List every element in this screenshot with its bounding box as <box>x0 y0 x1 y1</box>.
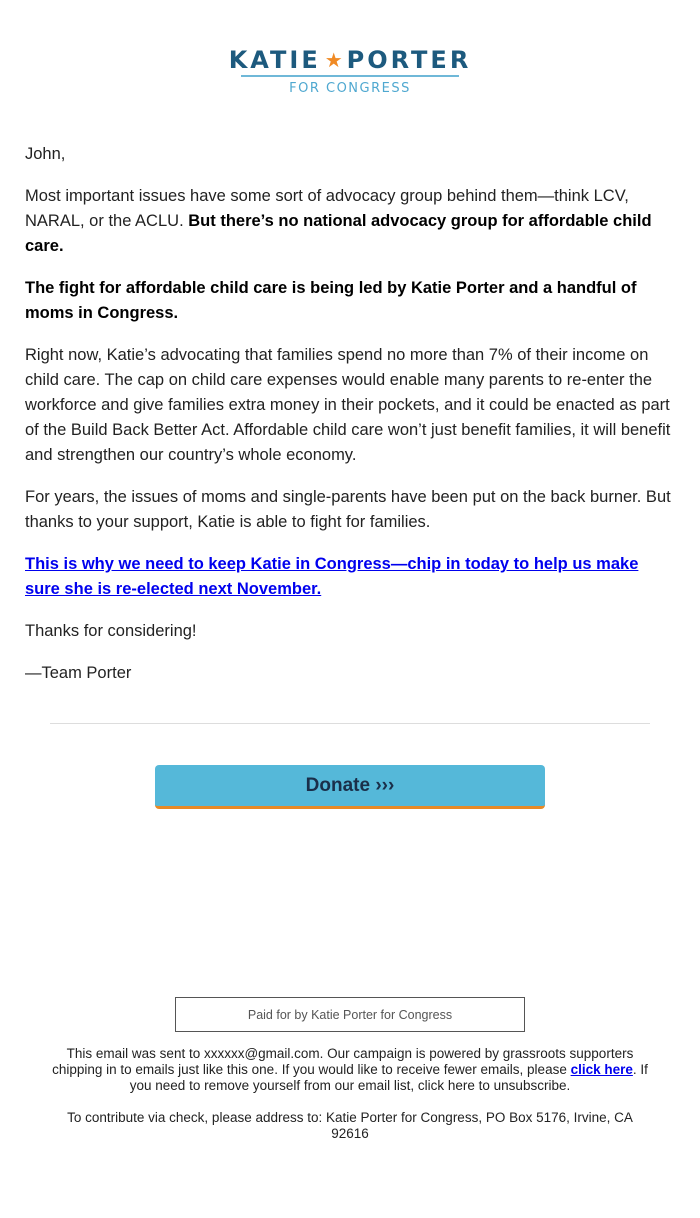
email-footer <box>50 1046 650 1158</box>
logo-katie: KATIE <box>228 46 321 74</box>
thanks-line: Thanks for considering! <box>25 622 197 640</box>
paragraph-fight <box>25 276 675 326</box>
logo-divider <box>241 75 459 77</box>
chip-in-link[interactable]: This is why we need to keep Katie in Congress—chip in today to help us make sure she is re-elected next November. <box>25 555 639 598</box>
footer-sent-text-1: This email was sent to xxxxxx@gmail.com. Our campaign is powered by grassroots supporters chipping in to emails just like this one. If you would like to receive fewer emails, please <box>52 1046 634 1077</box>
cta-paragraph <box>25 552 675 602</box>
katie-porter-logo <box>0 46 700 97</box>
greeting: John, <box>25 145 66 163</box>
paragraph-advocacy-bold: But there’s no national advocacy group for affordable child care. <box>25 212 652 255</box>
star-icon: ★ <box>324 48 343 72</box>
logo-subtitle: FOR CONGRESS <box>289 81 411 96</box>
paragraph-fight-bold: The fight for affordable child care is being led by Katie Porter and a handful of moms in Congress. <box>25 279 637 322</box>
footer-sent-notice <box>50 1046 650 1094</box>
fewer-emails-link[interactable]: click here <box>570 1062 633 1077</box>
signoff: —Team Porter <box>25 664 132 682</box>
paragraph-moms: For years, the issues of moms and single-parents have been put on the back burner. But thanks to your support, Katie is able to fight for families. <box>25 488 671 531</box>
footer-sent-text-2: . If you need to remove yourself from our email list, click here to unsubscribe. <box>129 1062 648 1093</box>
logo-porter: PORTER <box>346 46 472 74</box>
email-body <box>25 142 675 703</box>
paragraph-child-care-cap: Right now, Katie’s advocating that families spend no more than 7% of their income on child care. The cap on child care expenses would enable many parents to re-enter the workforce and give families extra money in their pockets, and it could be enacted as part of the Build Back Better Act. Affordable child care won’t just benefit families, it will benefit and strengthen our country’s whole economy. <box>25 346 671 464</box>
paid-for-disclaimer: Paid for by Katie Porter for Congress <box>175 997 525 1032</box>
logo-wordmark <box>229 46 472 74</box>
content-divider <box>50 723 650 724</box>
footer-address: To contribute via check, please address to: Katie Porter for Congress, PO Box 5176, Irvine, CA 92616 <box>67 1110 633 1141</box>
paragraph-advocacy-text: Most important issues have some sort of advocacy group behind them—think LCV, NARAL, or the ACLU. <box>25 187 629 230</box>
donate-button[interactable]: Donate ››› <box>155 765 545 809</box>
paragraph-advocacy <box>25 184 675 259</box>
